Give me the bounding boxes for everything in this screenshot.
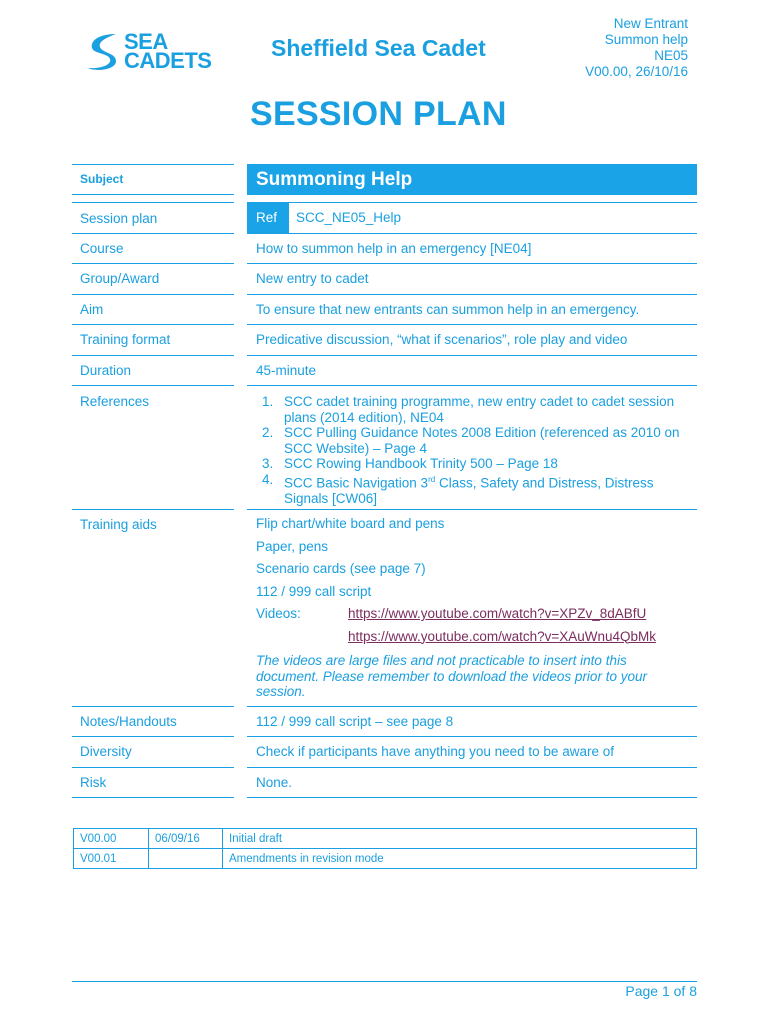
diversity-label: Diversity <box>72 737 234 768</box>
reference-item: 4. SCC Basic Navigation 3rd Class, Safety and Distress, Distress Signals [CW06] <box>262 471 654 506</box>
notes-value: 112 / 999 call script – see page 8 <box>247 707 697 737</box>
notes-label: Notes/Handouts <box>72 707 234 737</box>
video-link-2[interactable]: https://www.youtube.com/watch?v=XAuWnu4QbMk <box>348 628 657 644</box>
aim-label: Aim <box>72 295 234 325</box>
training-aids-label: Training aids <box>72 510 234 707</box>
videos-note: The videos are large files and not practicable to insert into this document. Please remember to download the videos prior to your session. <box>256 653 647 699</box>
unit-name: Sheffield Sea Cadet <box>271 35 486 61</box>
sea-cadets-logo <box>86 29 221 73</box>
duration-value: 45-minute <box>247 356 697 386</box>
logo-text-cadets: CADETS <box>124 48 212 73</box>
footer-divider <box>72 981 697 982</box>
training-format-label: Training format <box>72 325 234 356</box>
training-aid-item: Scenario cards (see page 7) <box>256 561 426 576</box>
training-aid-item: Paper, pens <box>256 538 329 554</box>
table-row <box>74 849 697 869</box>
page-title: SESSION PLAN <box>250 95 507 133</box>
revision-date <box>149 849 223 869</box>
videos-row-2 <box>256 626 685 649</box>
training-aid-item: 112 / 999 call script <box>256 583 372 599</box>
training-aid-item: Flip chart/white board and pens <box>256 516 445 531</box>
document-info <box>585 16 688 80</box>
videos-row <box>256 603 685 626</box>
doc-topic: Summon help <box>604 32 688 47</box>
aim-value: To ensure that new entrants can summon help in an emergency. <box>247 295 697 325</box>
reference-item: 1. SCC cadet training programme, new entry cadet to cadet session plans (2014 edition), NE04 <box>262 394 675 425</box>
group-label: Group/Award <box>72 264 234 295</box>
sea-cadets-swoosh-icon <box>86 32 122 72</box>
revision-table <box>73 828 697 869</box>
references-label: References <box>72 386 234 510</box>
doc-code: NE05 <box>654 48 688 63</box>
course-label: Course <box>72 234 234 264</box>
course-value: How to summon help in an emergency [NE04] <box>247 234 697 264</box>
doc-version: V00.00, 26/10/16 <box>585 64 688 79</box>
group-value: New entry to cadet <box>247 264 697 295</box>
references-cell <box>247 386 697 510</box>
training-format-value: Predicative discussion, “what if scenarios”, role play and video <box>247 325 697 356</box>
diversity-value: Check if participants have anything you need to be aware of <box>247 737 697 768</box>
videos-label: Videos: <box>256 606 301 621</box>
subject-label: Subject <box>72 164 234 195</box>
duration-label: Duration <box>72 356 234 386</box>
risk-value: None. <box>247 768 697 798</box>
ref-label: Ref <box>247 203 289 233</box>
ref-value: SCC_NE05_Help <box>296 210 402 225</box>
revision-date: 06/09/16 <box>149 829 223 849</box>
page-number: Page 1 of 8 <box>625 983 697 999</box>
revision-description: Amendments in revision mode <box>223 849 697 869</box>
logo-text-sea: SEA <box>124 29 168 54</box>
table-row <box>74 829 697 849</box>
references-list <box>256 394 685 506</box>
revision-version: V00.01 <box>74 849 149 869</box>
reference-item: 2. SCC Pulling Guidance Notes 2008 Edition (referenced as 2010 on SCC Website) – Page 4 <box>262 425 680 456</box>
risk-label: Risk <box>72 768 234 798</box>
video-link-1[interactable]: https://www.youtube.com/watch?v=XPZv_8dABfU <box>348 606 647 621</box>
reference-item: 3. SCC Rowing Handbook Trinity 500 – Page 18 <box>262 456 558 471</box>
training-aids-cell <box>247 510 697 707</box>
doc-category: New Entrant <box>613 16 688 31</box>
revision-description: Initial draft <box>223 829 697 849</box>
revision-version: V00.00 <box>74 829 149 849</box>
subject-value: Summoning Help <box>247 164 697 195</box>
session-plan-label: Session plan <box>72 203 234 234</box>
